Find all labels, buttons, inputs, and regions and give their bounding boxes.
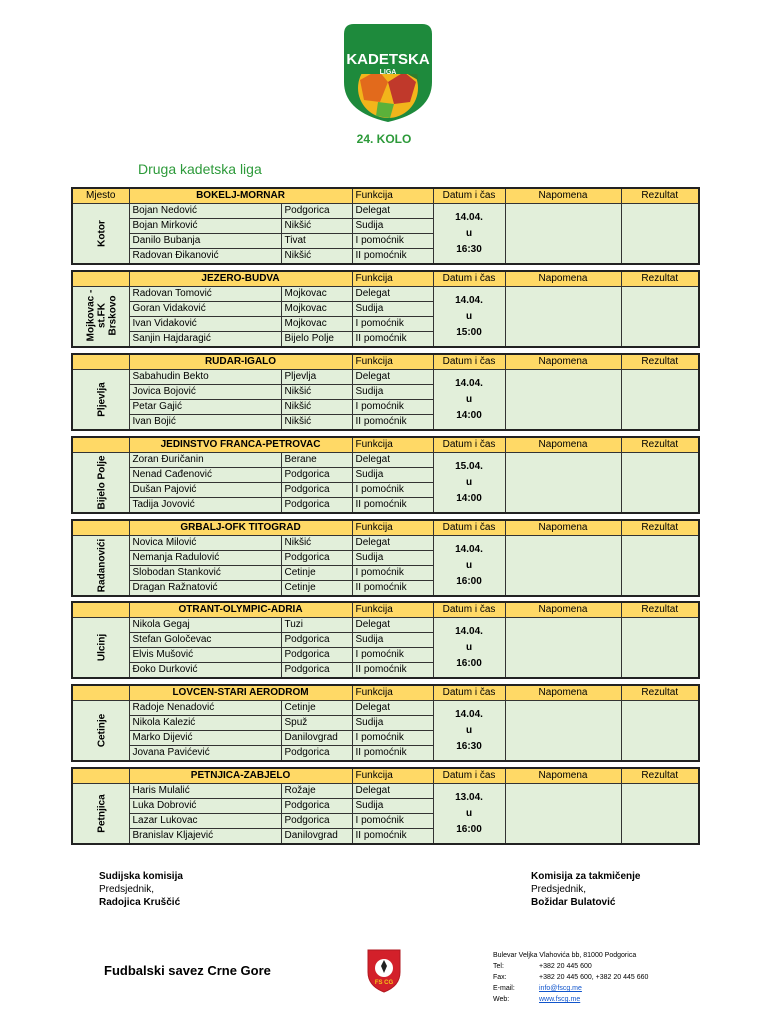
official-role: II pomoćnik (352, 332, 433, 348)
web-link[interactable]: www.fscg.me (539, 996, 581, 1003)
place-header-empty (72, 520, 129, 536)
official-city: Tuzi (281, 618, 352, 633)
result-header: Rezultat (621, 437, 699, 453)
match-table (71, 353, 700, 431)
match-result[interactable] (621, 701, 699, 762)
place-header-empty (72, 271, 129, 287)
official-role: Delegat (352, 536, 433, 551)
note-header: Napomena (505, 602, 621, 618)
note-header: Napomena (505, 188, 621, 204)
match-place (72, 618, 129, 679)
official-role: Sudija (352, 302, 433, 317)
match-datetime (433, 287, 505, 348)
match-time: 16:00 (456, 823, 482, 835)
crest-text: FS CG (374, 980, 394, 986)
match-result[interactable] (621, 370, 699, 431)
match-note[interactable] (505, 453, 621, 514)
official-city: Podgorica (281, 648, 352, 663)
note-header: Napomena (505, 768, 621, 784)
match-place (72, 784, 129, 845)
official-city: Podgorica (281, 468, 352, 483)
official-row (72, 453, 699, 468)
official-city: Podgorica (281, 799, 352, 814)
official-role: II pomoćnik (352, 746, 433, 762)
datetime-header: Datum i čas (433, 437, 505, 453)
official-name: Sabahudin Bekto (129, 370, 281, 385)
result-header: Rezultat (621, 188, 699, 204)
signature-right (531, 870, 641, 909)
federation-name: Fudbalski savez Crne Gore (104, 963, 271, 978)
match-teams: JEZERO-BUDVA (129, 271, 352, 287)
official-row (72, 287, 699, 302)
place-label: Ulcinj (96, 633, 108, 661)
match-result[interactable] (621, 784, 699, 845)
match-date: 14.04. (455, 377, 483, 389)
result-header: Rezultat (621, 768, 699, 784)
official-role: Sudija (352, 799, 433, 814)
match-date: 14.04. (455, 211, 483, 223)
web-label: Web: (493, 996, 510, 1003)
official-city: Danilovgrad (281, 829, 352, 845)
official-name: Petar Gajić (129, 400, 281, 415)
match-u: u (465, 310, 473, 322)
function-header: Funkcija (352, 437, 433, 453)
match-note[interactable] (505, 784, 621, 845)
official-name: Nikola Gegaj (129, 618, 281, 633)
place-header-empty (72, 602, 129, 618)
official-city: Nikšić (281, 536, 352, 551)
official-role: II pomoćnik (352, 663, 433, 679)
match-datetime (433, 701, 505, 762)
datetime-header: Datum i čas (433, 354, 505, 370)
official-role: I pomoćnik (352, 814, 433, 829)
place-label: Radanovići (96, 538, 108, 592)
result-header: Rezultat (621, 354, 699, 370)
official-role: II pomoćnik (352, 498, 433, 514)
official-name: Radoje Nenadović (129, 701, 281, 716)
official-city: Nikšić (281, 385, 352, 400)
official-name: Sanjin Hajdaragić (129, 332, 281, 348)
official-city: Berane (281, 453, 352, 468)
official-role: Delegat (352, 784, 433, 799)
match-header-row (72, 437, 699, 453)
official-city: Podgorica (281, 483, 352, 498)
official-city: Nikšić (281, 415, 352, 431)
fax-label: Fax: (493, 974, 507, 981)
official-name: Dušan Pajović (129, 483, 281, 498)
match-date: 14.04. (455, 543, 483, 555)
commission-title: Predsjednik, (99, 884, 155, 895)
match-header-row (72, 685, 699, 701)
match-time: 16:30 (456, 740, 482, 752)
official-city: Podgorica (281, 663, 352, 679)
logo-text-line2: LIGA (379, 69, 397, 76)
official-city: Danilovgrad (281, 731, 352, 746)
function-header: Funkcija (352, 354, 433, 370)
official-role: I pomoćnik (352, 483, 433, 498)
official-role: I pomoćnik (352, 648, 433, 663)
commission-president: Radojica Kruščić (99, 897, 181, 908)
official-row (72, 204, 699, 219)
official-role: Delegat (352, 370, 433, 385)
official-role: Delegat (352, 287, 433, 302)
official-city: Mojkovac (281, 287, 352, 302)
match-result[interactable] (621, 204, 699, 265)
fscg-crest-icon (364, 946, 404, 994)
official-role: II pomoćnik (352, 829, 433, 845)
official-name: Stefan Goločevac (129, 633, 281, 648)
official-city: Podgorica (281, 204, 352, 219)
match-time: 16:00 (456, 657, 482, 669)
official-name: Jovana Pavićević (129, 746, 281, 762)
match-u: u (465, 227, 473, 239)
match-note[interactable] (505, 618, 621, 679)
datetime-header: Datum i čas (433, 768, 505, 784)
signature-left (99, 870, 183, 909)
match-date: 13.04. (455, 791, 483, 803)
match-table (71, 767, 700, 845)
note-header: Napomena (505, 271, 621, 287)
match-time: 15:00 (456, 326, 482, 338)
official-city: Mojkovac (281, 317, 352, 332)
function-header: Funkcija (352, 768, 433, 784)
match-place (72, 287, 129, 348)
match-result[interactable] (621, 453, 699, 514)
official-city: Nikšić (281, 219, 352, 234)
place-label: Pljevlja (96, 381, 108, 417)
official-role: I pomoćnik (352, 317, 433, 332)
official-city: Spuž (281, 716, 352, 731)
official-name: Tadija Jovović (129, 498, 281, 514)
official-row (72, 536, 699, 551)
official-role: I pomoćnik (352, 400, 433, 415)
official-name: Ivan Bojić (129, 415, 281, 431)
match-teams: JEDINSTVO FRANCA-PETROVAC (129, 437, 352, 453)
match-datetime (433, 536, 505, 597)
contact-block (493, 950, 648, 1005)
official-name: Bojan Mirković (129, 219, 281, 234)
official-role: II pomoćnik (352, 581, 433, 597)
official-name: Zoran Đuričanin (129, 453, 281, 468)
datetime-header: Datum i čas (433, 520, 505, 536)
match-header-row (72, 354, 699, 370)
function-header: Funkcija (352, 271, 433, 287)
match-date: 14.04. (455, 708, 483, 720)
match-u: u (465, 724, 473, 736)
email-label: E-mail: (493, 985, 515, 992)
official-city: Bijelo Polje (281, 332, 352, 348)
match-u: u (465, 393, 473, 405)
official-name: Novica Milović (129, 536, 281, 551)
official-name: Đoko Durković (129, 663, 281, 679)
match-table (71, 187, 700, 265)
official-city: Rožaje (281, 784, 352, 799)
match-note[interactable] (505, 204, 621, 265)
match-date: 15.04. (455, 460, 483, 472)
match-table (71, 519, 700, 597)
match-datetime (433, 453, 505, 514)
official-city: Nikšić (281, 249, 352, 265)
official-name: Slobodan Stanković (129, 566, 281, 581)
tel-value: +382 20 445 600 (539, 963, 592, 970)
match-datetime (433, 784, 505, 845)
place-label: Mojkovac -st.FK Brskovo (85, 289, 119, 342)
place-header-empty (72, 354, 129, 370)
match-table (71, 684, 700, 762)
official-name: Danilo Bubanja (129, 234, 281, 249)
match-datetime (433, 370, 505, 431)
address: Bulevar Veljka Vlahovića bb, 81000 Podgorica (493, 952, 637, 959)
note-header: Napomena (505, 437, 621, 453)
official-city: Podgorica (281, 633, 352, 648)
official-name: Branislav Kljajević (129, 829, 281, 845)
official-row (72, 618, 699, 633)
official-role: Sudija (352, 385, 433, 400)
match-u: u (465, 807, 473, 819)
commission-president: Božidar Bulatović (531, 897, 616, 908)
datetime-header: Datum i čas (433, 602, 505, 618)
match-header-row (72, 271, 699, 287)
match-result[interactable] (621, 618, 699, 679)
match-place (72, 370, 129, 431)
place-label: Cetinje (96, 713, 108, 747)
match-teams: LOVCEN-STARI AERODROM (129, 685, 352, 701)
official-role: Sudija (352, 716, 433, 731)
official-row (72, 784, 699, 799)
function-header: Funkcija (352, 685, 433, 701)
official-name: Radovan Tomović (129, 287, 281, 302)
official-name: Elvis Mušović (129, 648, 281, 663)
official-city: Cetinje (281, 581, 352, 597)
match-u: u (465, 476, 473, 488)
note-header: Napomena (505, 685, 621, 701)
official-role: I pomoćnik (352, 566, 433, 581)
note-header: Napomena (505, 354, 621, 370)
official-role: Sudija (352, 551, 433, 566)
datetime-header: Datum i čas (433, 271, 505, 287)
official-name: Jovica Bojović (129, 385, 281, 400)
match-table (71, 436, 700, 514)
official-name: Nikola Kalezić (129, 716, 281, 731)
match-place (72, 204, 129, 265)
official-city: Mojkovac (281, 302, 352, 317)
official-name: Ivan Vidaković (129, 317, 281, 332)
tel-label: Tel: (493, 963, 504, 970)
match-table (71, 601, 700, 679)
place-label: Kotor (96, 219, 108, 247)
match-time: 14:00 (456, 409, 482, 421)
official-name: Nenad Cađenović (129, 468, 281, 483)
commission-name: Sudijska komisija (99, 871, 183, 882)
logo-text-line1: KADETSKA (346, 51, 430, 68)
match-note[interactable] (505, 701, 621, 762)
official-city: Cetinje (281, 566, 352, 581)
note-header: Napomena (505, 520, 621, 536)
match-place (72, 453, 129, 514)
official-role: Delegat (352, 618, 433, 633)
place-header-empty (72, 685, 129, 701)
official-role: Delegat (352, 204, 433, 219)
result-header: Rezultat (621, 520, 699, 536)
match-u: u (465, 559, 473, 571)
kadetska-liga-logo (338, 20, 438, 124)
official-city: Pljevlja (281, 370, 352, 385)
official-city: Podgorica (281, 746, 352, 762)
official-city: Podgorica (281, 814, 352, 829)
match-time: 16:30 (456, 243, 482, 255)
match-note[interactable] (505, 287, 621, 348)
official-city: Cetinje (281, 701, 352, 716)
match-time: 14:00 (456, 492, 482, 504)
result-header: Rezultat (621, 271, 699, 287)
match-time: 16:00 (456, 575, 482, 587)
datetime-header: Datum i čas (433, 685, 505, 701)
official-role: Delegat (352, 453, 433, 468)
match-note[interactable] (505, 370, 621, 431)
match-date: 14.04. (455, 294, 483, 306)
official-role: II pomoćnik (352, 249, 433, 265)
official-name: Luka Dobrović (129, 799, 281, 814)
place-header-empty (72, 768, 129, 784)
official-city: Podgorica (281, 551, 352, 566)
match-u: u (465, 641, 473, 653)
official-city: Nikšić (281, 400, 352, 415)
official-role: Sudija (352, 468, 433, 483)
match-header-row (72, 520, 699, 536)
match-date: 14.04. (455, 625, 483, 637)
place-header-empty (72, 437, 129, 453)
match-note[interactable] (505, 536, 621, 597)
round-title: 24. KOLO (356, 132, 412, 146)
datetime-header: Datum i čas (433, 188, 505, 204)
place-label: Petnjica (96, 793, 108, 833)
match-table (71, 270, 700, 348)
official-role: I pomoćnik (352, 731, 433, 746)
match-datetime (433, 204, 505, 265)
match-result[interactable] (621, 536, 699, 597)
match-teams: PETNJICA-ZABJELO (129, 768, 352, 784)
fax-value: +382 20 445 600, +382 20 445 660 (539, 974, 649, 981)
place-label: Bijelo Polje (96, 455, 108, 509)
match-teams: BOKELJ-MORNAR (129, 188, 352, 204)
official-name: Haris Mulalić (129, 784, 281, 799)
result-header: Rezultat (621, 602, 699, 618)
function-header: Funkcija (352, 520, 433, 536)
match-header-row (72, 768, 699, 784)
official-row (72, 370, 699, 385)
official-role: I pomoćnik (352, 234, 433, 249)
function-header: Funkcija (352, 188, 433, 204)
email-link[interactable]: info@fscg.me (539, 985, 582, 992)
match-teams: GRBALJ-OFK TITOGRAD (129, 520, 352, 536)
official-role: II pomoćnik (352, 415, 433, 431)
official-role: Delegat (352, 701, 433, 716)
official-name: Lazar Lukovac (129, 814, 281, 829)
official-name: Goran Vidaković (129, 302, 281, 317)
official-row (72, 701, 699, 716)
official-name: Radovan Đikanović (129, 249, 281, 265)
official-city: Tivat (281, 234, 352, 249)
official-name: Dragan Ražnatović (129, 581, 281, 597)
league-title: Druga kadetska liga (138, 161, 262, 177)
match-datetime (433, 618, 505, 679)
commission-name: Komisija za takmičenje (531, 871, 641, 882)
official-name: Bojan Nedović (129, 204, 281, 219)
match-result[interactable] (621, 287, 699, 348)
official-role: Sudija (352, 633, 433, 648)
official-city: Podgorica (281, 498, 352, 514)
match-header-row (72, 188, 699, 204)
result-header: Rezultat (621, 685, 699, 701)
match-teams: OTRANT-OLYMPIC-ADRIA (129, 602, 352, 618)
place-header: Mjesto (72, 188, 129, 204)
match-header-row (72, 602, 699, 618)
official-name: Marko Dijević (129, 731, 281, 746)
commission-title: Predsjednik, (531, 884, 587, 895)
match-teams: RUDAR-IGALO (129, 354, 352, 370)
match-place (72, 536, 129, 597)
function-header: Funkcija (352, 602, 433, 618)
match-place (72, 701, 129, 762)
official-name: Nemanja Radulović (129, 551, 281, 566)
official-role: Sudija (352, 219, 433, 234)
